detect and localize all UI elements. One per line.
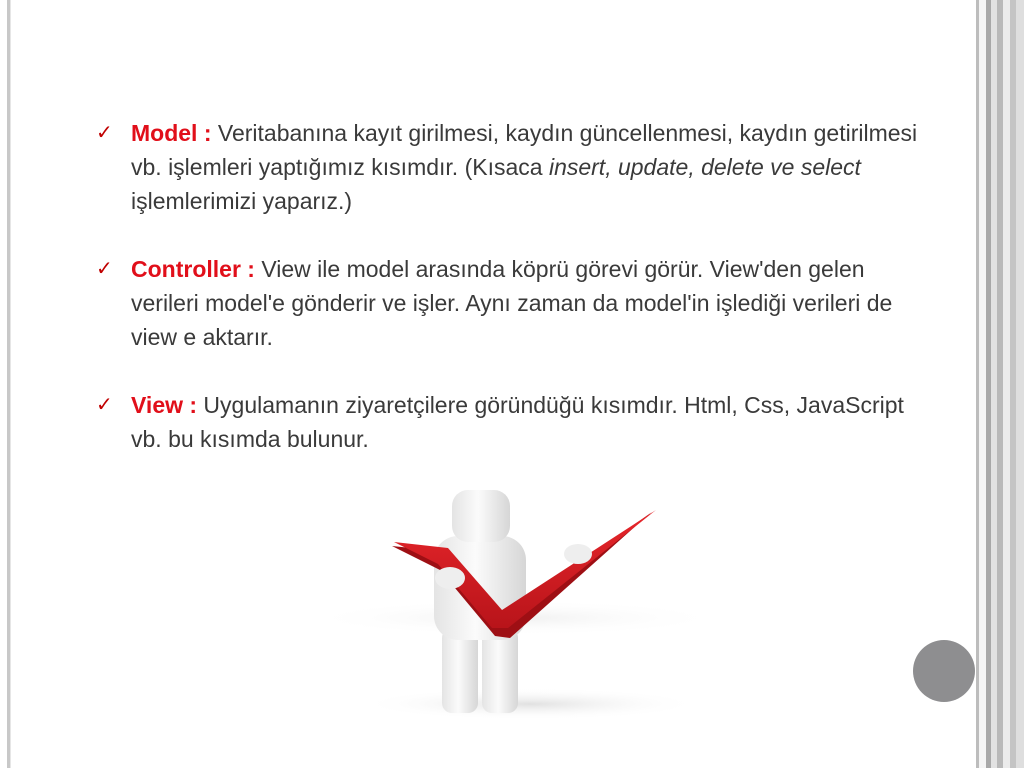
bullet-text: View ile model arasında köprü görevi görür. View'den gelen verileri model'e gönderir ve işler. Aynı zaman da model'in işlediği verileri de view e aktarır. — [131, 256, 893, 350]
bullet-text: Uygulamanın ziyaretçilere göründüğü kısımdır. Html, Css, JavaScript vb. bu kısımda bulunur. — [131, 392, 904, 452]
bullet-term: Controller : — [131, 256, 255, 282]
bullet-model — [96, 116, 926, 218]
slide-frame-stripes — [976, 0, 1024, 768]
bullet-text: Veritabanına kayıt girilmesi, kaydın güncellenmesi, kaydın getirilmesi vb. işlemleri yaptığımız kısımdır. (Kısaca — [131, 120, 918, 180]
decorative-circle — [913, 640, 975, 702]
bullet-list — [96, 116, 926, 490]
bullet-text-italic: insert, update, delete ve select — [548, 154, 861, 180]
slide-frame-left — [7, 0, 11, 768]
bullet-view — [96, 388, 926, 456]
bullet-controller — [96, 252, 926, 354]
checkmark-icon: ✓ — [96, 394, 113, 416]
bullet-term: View : — [131, 392, 198, 418]
bullet-term: Model : — [131, 120, 212, 146]
figure-illustration — [330, 478, 730, 728]
checkmark-icon: ✓ — [96, 122, 113, 144]
bullet-text: işlemlerimizi yaparız.) — [131, 188, 353, 214]
figure-with-checkmark-illustration — [330, 478, 730, 733]
checkmark-icon: ✓ — [96, 258, 113, 280]
